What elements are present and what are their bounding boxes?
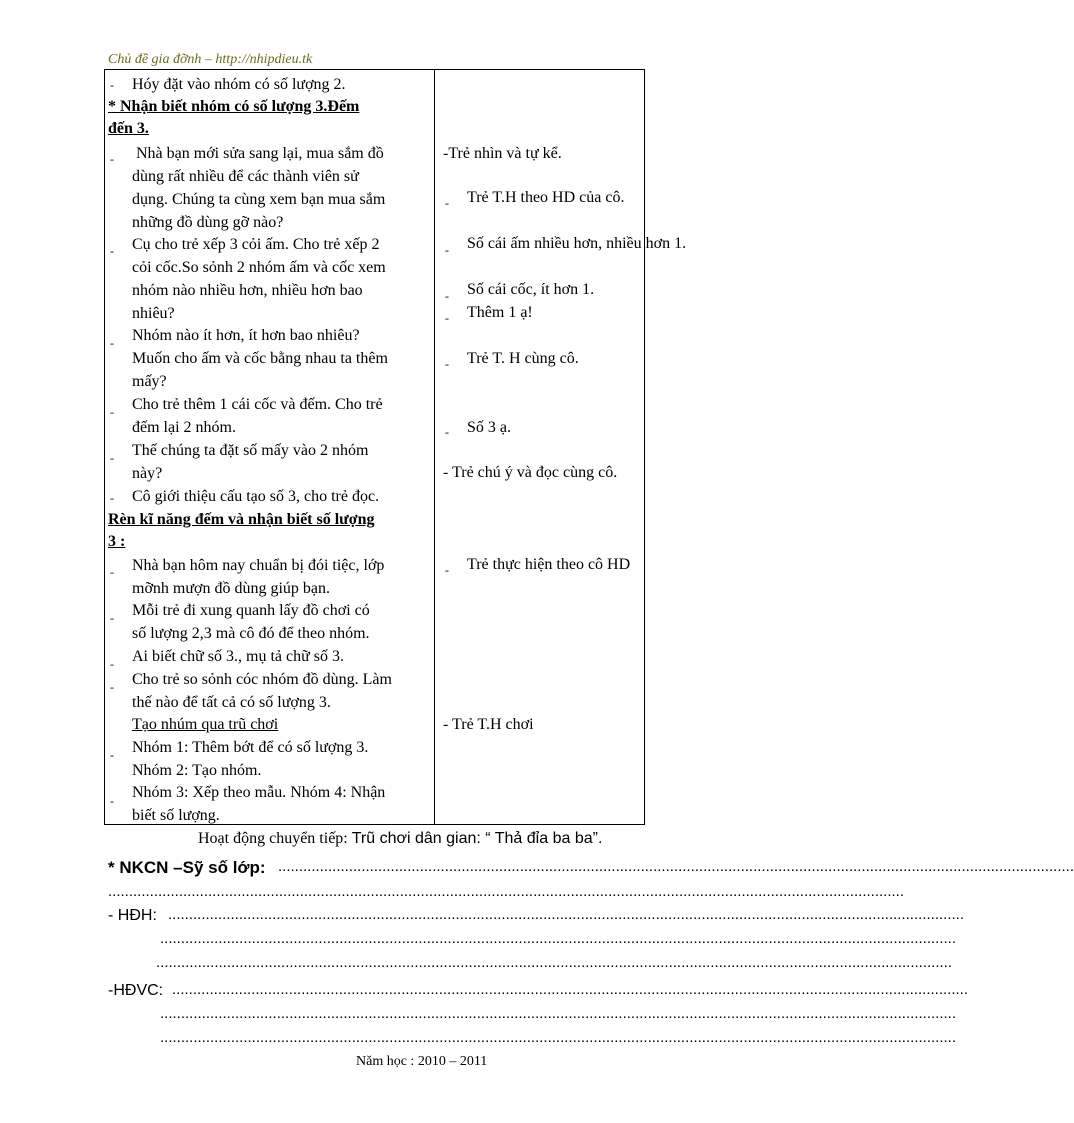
left-line: Mỗi trẻ đi xung quanh lấy đồ chơi có	[132, 602, 370, 619]
page-header: Chủ đề gia đỡnh – http://nhipdieu.tk	[108, 52, 313, 67]
left-line: Hóy đặt vào nhóm có số lượng 2.	[132, 76, 346, 93]
right-line: -Trẻ nhìn và tự kể.	[443, 145, 562, 162]
bullet: -	[110, 565, 114, 579]
left-line: số lượng 2,3 mà cô đó để theo nhóm.	[132, 625, 370, 642]
bullet: -	[445, 243, 449, 257]
transition-game: Trũ chơi dân gian: “ Thả đỉa ba ba”.	[351, 830, 603, 847]
bullet: -	[110, 794, 114, 808]
left-line: cỏi cốc.So sỏnh 2 nhóm ấm và cốc xem	[132, 259, 386, 276]
left-line: mỡnh mượn đồ dùng giúp bạn.	[132, 580, 331, 597]
dotted-line: ...............................................................................................................................................................................................	[160, 930, 956, 947]
bullet: -	[445, 425, 449, 439]
left-line: Muốn cho ấm và cốc bằng nhau ta thêm	[132, 350, 388, 367]
left-line: nhóm nào nhiều hơn, nhiều hơn bao	[132, 282, 363, 299]
left-line: Tạo nhúm qua trũ chơi	[132, 716, 279, 733]
section-heading: * Nhận biết nhóm có số lượng 3.Đếm	[108, 98, 360, 115]
transition-label: Hoạt động chuyển tiếp:	[198, 830, 352, 847]
table-column-divider	[434, 69, 435, 825]
hdh-label: - HĐH:	[108, 907, 157, 924]
left-line: này?	[132, 465, 163, 482]
hdvc-label: -HĐVC:	[108, 982, 164, 999]
right-line: Trẻ thực hiện theo cô HD	[467, 556, 631, 573]
left-line: Nhóm nào ít hơn, ít hơn bao nhiêu?	[132, 327, 360, 344]
left-line: Nhà bạn hôm nay chuẩn bị đói tiệc, lớp	[132, 557, 385, 574]
table-top-border	[104, 69, 645, 70]
bullet: -	[110, 611, 114, 625]
section-heading: Rèn kĩ năng đếm và nhận biết số lượng	[108, 511, 375, 528]
bullet: -	[110, 152, 114, 166]
section-heading: đến 3.	[108, 120, 149, 137]
left-line: thế nào để tất cả có số lượng 3.	[132, 694, 331, 711]
left-line: dụng. Chúng ta cùng xem bạn mua sắm	[132, 191, 386, 208]
left-line: nhiêu?	[132, 305, 175, 322]
section-heading: 3 :	[108, 533, 126, 550]
bullet: -	[110, 244, 114, 258]
bullet: -	[110, 491, 114, 505]
left-line: đếm lại 2 nhóm.	[132, 419, 236, 436]
dotted-line: ...............................................................................................................................................................................................	[108, 883, 904, 900]
bullet: -	[110, 78, 114, 92]
bullet: -	[445, 311, 449, 325]
right-line: Số 3 ạ.	[467, 419, 511, 436]
bullet: -	[110, 451, 114, 465]
left-line: dùng rất nhiều để các thành viên sử	[132, 168, 359, 185]
left-line: Cô giới thiệu cấu tạo số 3, cho trẻ đọc.	[132, 488, 380, 505]
left-line: Nhóm 2: Tạo nhóm.	[132, 762, 262, 779]
right-line: Số cái cốc, ít hơn 1.	[467, 281, 595, 298]
bullet: -	[110, 405, 114, 419]
bullet: -	[110, 336, 114, 350]
right-line: Thêm 1 ạ!	[467, 304, 533, 321]
left-line: biết số lượng.	[132, 807, 220, 824]
bullet: -	[110, 680, 114, 694]
right-line: - Trẻ T.H chơi	[443, 716, 534, 733]
dotted-line: ...............................................................................................................................................................................................	[172, 981, 968, 998]
right-line: Số cái ấm nhiều hơn, nhiều hơn 1.	[467, 235, 687, 252]
dotted-line: ...............................................................................................................................................................................................	[160, 1005, 956, 1022]
bullet: -	[445, 289, 449, 303]
school-year: Năm học : 2010 – 2011	[356, 1054, 488, 1069]
left-line: Nhà bạn mới sửa sang lại, mua sắm đồ	[136, 145, 384, 162]
bullet: -	[445, 563, 449, 577]
dotted-line: ...............................................................................................................................................................................................	[168, 906, 964, 923]
left-line: Nhóm 3: Xếp theo mẫu. Nhóm 4: Nhận	[132, 784, 386, 801]
dotted-line: ...............................................................................................................................................................................................	[160, 1029, 956, 1046]
bullet: -	[445, 196, 449, 210]
right-line: - Trẻ chú ý và đọc cùng cô.	[443, 464, 618, 481]
left-line: mấy?	[132, 373, 167, 390]
bullet: -	[110, 657, 114, 671]
transition-activity	[198, 830, 602, 848]
right-line: Trẻ T.H theo HD của cô.	[467, 189, 625, 206]
left-line: Cụ cho trẻ xếp 3 cỏi ấm. Cho trẻ xếp 2	[132, 236, 380, 253]
left-line: Cho trẻ thêm 1 cái cốc và đếm. Cho trẻ	[132, 396, 383, 413]
right-line: Trẻ T. H cùng cô.	[467, 350, 579, 367]
left-line: Nhóm 1: Thêm bớt để có số lượng 3.	[132, 739, 369, 756]
left-line: Thế chúng ta đặt số mấy vào 2 nhóm	[132, 442, 369, 459]
left-line: Ai biết chữ số 3., mụ tả chữ số 3.	[132, 648, 344, 665]
left-line: Cho trẻ so sỏnh cóc nhóm đồ dùng. Làm	[132, 671, 392, 688]
nkcn-label: * NKCN –Sỹ số lớp:	[108, 858, 266, 877]
dotted-line: ...............................................................................................................................................................................................	[156, 954, 952, 971]
bullet: -	[445, 357, 449, 371]
dotted-line: ...............................................................................................................................................................................................	[278, 858, 1074, 875]
left-line: những đồ dùng gỡ nào?	[132, 214, 284, 231]
bullet: -	[110, 748, 114, 762]
